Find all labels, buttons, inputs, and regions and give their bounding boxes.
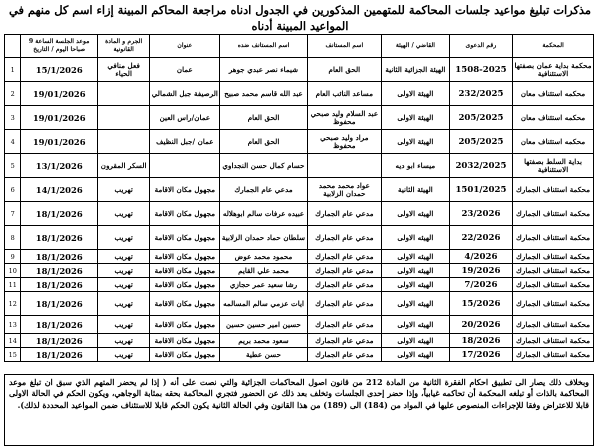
header-address: عنوان [150, 35, 220, 58]
table-row [5, 316, 594, 334]
cell-address: مجهول مكان الاقامة [150, 316, 220, 334]
cell-judge: الهيئه الاولى [382, 292, 450, 316]
cell-judge: الهيئه الاولى [382, 264, 450, 278]
cell-case-no: 1501/2025 [449, 178, 512, 202]
header-date: موعد الجلسة الساعة 9 صباحا اليوم / التاريخ [21, 35, 97, 58]
cell-address: عمان /جبل النظيف [150, 130, 220, 154]
cell-crime [97, 130, 149, 154]
cell-judge: الهيئه الاولى [382, 334, 450, 348]
cell-address: عمان [150, 58, 220, 82]
table-header-row [5, 35, 594, 58]
cell-plaintiff: مدعي عام الجمارك [307, 226, 381, 250]
cell-crime: تهريب [97, 250, 149, 264]
cell-plaintiff: مدعي عام الجمارك [307, 202, 381, 226]
cell-crime: تهريب [97, 226, 149, 250]
cell-court: محكمة استئناف الجمارك [513, 348, 594, 362]
cell-crime: تهريب [97, 202, 149, 226]
cell-address: مجهول مكان الاقامة [150, 202, 220, 226]
cell-judge: الهيئة الاولى [382, 130, 450, 154]
cell-plaintiff: عبد السلام وليد صبحي محفوظ [307, 106, 381, 130]
cell-plaintiff: عواد محمد محمد حمدان الزلابية [307, 178, 381, 202]
cell-case-no: 7/2026 [449, 278, 512, 292]
cell-crime: تهريب [97, 334, 149, 348]
cell-crime: تهريب [97, 264, 149, 278]
cell-defendant: سلطان حماد حمدان الزلابية [220, 226, 307, 250]
cell-date: 19/01/2026 [21, 106, 97, 130]
table-row [5, 178, 594, 202]
cell-defendant: محمد علي القايم [220, 264, 307, 278]
cell-judge: الهيئه الاولى [382, 202, 450, 226]
cell-address: مجهول مكان الاقامة [150, 250, 220, 264]
cell-defendant: شيماء نصر عبدي جوهر [220, 58, 307, 82]
cell-defendant: سعود محمد بريم [220, 334, 307, 348]
cell-plaintiff: مراد وليد صبحي محفوظ [307, 130, 381, 154]
cell-case-no: 20/2026 [449, 316, 512, 334]
cell-plaintiff: مدعي عام الجمارك [307, 292, 381, 316]
cell-plaintiff: مساعد النائب العام [307, 82, 381, 106]
cell-judge: الهيئه الاولى [382, 250, 450, 264]
cell-defendant: حسين امير حسين حسين [220, 316, 307, 334]
cell-date: 19/01/2026 [21, 82, 97, 106]
cell-date: 18/1/2026 [21, 292, 97, 316]
header-defendant: اسم المستانف ضده [220, 35, 307, 58]
cell-seq: 13 [5, 316, 21, 334]
cell-crime: تهريب [97, 178, 149, 202]
cell-plaintiff: مدعي عام الجمارك [307, 334, 381, 348]
cell-address: مجهول مكان الاقامة [150, 278, 220, 292]
header-crime: الجرم و المادة القانونية [97, 35, 149, 58]
cell-court: بداية السلط بصفتها الاستئنافية [513, 154, 594, 178]
cell-crime: فعل منافي الحياء [97, 58, 149, 82]
cell-date: 18/1/2026 [21, 334, 97, 348]
table-row [5, 130, 594, 154]
table-row [5, 106, 594, 130]
cell-address: مجهول مكان الاقامة [150, 348, 220, 362]
table-row [5, 82, 594, 106]
cell-judge: الهيئه الاولى [382, 278, 450, 292]
cell-crime: تهريب [97, 292, 149, 316]
cell-address: مجهول مكان الاقامة [150, 292, 220, 316]
cell-crime: تهريب [97, 316, 149, 334]
cell-case-no: 1508-2025 [449, 58, 512, 82]
table-row [5, 334, 594, 348]
cell-judge: الهيئة الاولى [382, 106, 450, 130]
cell-case-no: 22/2026 [449, 226, 512, 250]
cell-case-no: 205/2025 [449, 106, 512, 130]
cell-court: محكمة استئناف الجمارك [513, 264, 594, 278]
table-row [5, 202, 594, 226]
cell-seq: 10 [5, 264, 21, 278]
cell-court: محكمة استئناف الجمارك [513, 226, 594, 250]
cell-case-no: 15/2026 [449, 292, 512, 316]
page-title: مذكرات تبليغ مواعيد جلسات المحاكمة للمتهمين المذكورين في الجدول ادناه مراجعة المحاكم المبينة إزاء اسم كل منهم في المواعيد المبينة أدناه [9, 3, 591, 33]
header-seq [5, 35, 21, 58]
cell-defendant: حسام كمال حسن النجداوي [220, 154, 307, 178]
cell-court: محكمه استئناف معان [513, 82, 594, 106]
cell-date: 15/1/2026 [21, 58, 97, 82]
cell-seq: 7 [5, 202, 21, 226]
cell-address: عمان/راس العين [150, 106, 220, 130]
cell-court: محكمة استئناف الجمارك [513, 250, 594, 264]
cell-judge: الهيئه الاولى [382, 226, 450, 250]
cell-plaintiff: مدعي عام الجمارك [307, 264, 381, 278]
hearings-table [4, 34, 594, 362]
cell-court: محكمة استئناف الجمارك [513, 292, 594, 316]
cell-court: محكمة استئناف الجمارك [513, 278, 594, 292]
cell-seq: 8 [5, 226, 21, 250]
cell-seq: 6 [5, 178, 21, 202]
table-row [5, 154, 594, 178]
cell-defendant: عبيده عرفات سالم ابوهلاله [220, 202, 307, 226]
cell-case-no: 2032/2025 [449, 154, 512, 178]
cell-crime [97, 82, 149, 106]
cell-plaintiff: مدعي عام الجمارك [307, 250, 381, 264]
cell-plaintiff: الحق العام [307, 58, 381, 82]
cell-address: مجهول مكان الاقامة [150, 178, 220, 202]
cell-court: محكمة استئناف الجمارك [513, 202, 594, 226]
cell-crime: تهريب [97, 278, 149, 292]
cell-court: محكمه استئناف معان [513, 106, 594, 130]
cell-judge: الهيئة الاولى [382, 82, 450, 106]
table-row [5, 58, 594, 82]
cell-case-no: 17/2026 [449, 348, 512, 362]
cell-date: 18/1/2026 [21, 250, 97, 264]
table-row [5, 264, 594, 278]
cell-seq: 5 [5, 154, 21, 178]
header-judge: القاضي / الهيئة [382, 35, 450, 58]
cell-crime [97, 106, 149, 130]
table-row [5, 250, 594, 264]
cell-seq: 14 [5, 334, 21, 348]
cell-plaintiff: مدعي عام الجمارك [307, 316, 381, 334]
cell-crime: السكر المقرون [97, 154, 149, 178]
cell-case-no: 18/2026 [449, 334, 512, 348]
cell-address: مجهول مكان الاقامة [150, 334, 220, 348]
table-row [5, 292, 594, 316]
cell-defendant: الحق العام [220, 130, 307, 154]
table-row [5, 278, 594, 292]
cell-plaintiff [307, 154, 381, 178]
cell-court: محكمة استئناف الجمارك [513, 334, 594, 348]
cell-date: 18/1/2026 [21, 278, 97, 292]
cell-defendant: محمود محمد عوض [220, 250, 307, 264]
cell-seq: 9 [5, 250, 21, 264]
cell-judge: ميساء ابو ديه [382, 154, 450, 178]
cell-seq: 15 [5, 348, 21, 362]
cell-date: 13/1/2026 [21, 154, 97, 178]
cell-case-no: 4/2026 [449, 250, 512, 264]
table-row [5, 226, 594, 250]
cell-seq: 11 [5, 278, 21, 292]
cell-seq: 3 [5, 106, 21, 130]
cell-plaintiff: مدعي عام الجمارك [307, 348, 381, 362]
cell-court: محكمة استئناف الجمارك [513, 316, 594, 334]
cell-judge: الهيئه الاولى [382, 348, 450, 362]
cell-address: الرصيفة جبل الشمالي [150, 82, 220, 106]
cell-date: 14/1/2026 [21, 178, 97, 202]
cell-address [150, 154, 220, 178]
cell-date: 19/01/2026 [21, 130, 97, 154]
cell-date: 18/1/2026 [21, 202, 97, 226]
cell-case-no: 19/2026 [449, 264, 512, 278]
cell-plaintiff: مدعي عام الجمارك [307, 278, 381, 292]
cell-defendant: الحق العام [220, 106, 307, 130]
cell-judge: الهيئة الجزائية الثانية [382, 58, 450, 82]
cell-date: 18/1/2026 [21, 226, 97, 250]
cell-seq: 4 [5, 130, 21, 154]
cell-court: محكمة بداية عمان بصفتها الاستئنافية [513, 58, 594, 82]
cell-case-no: 23/2026 [449, 202, 512, 226]
table-row [5, 348, 594, 362]
cell-defendant: رشا سعيد عمر حجازي [220, 278, 307, 292]
cell-seq: 2 [5, 82, 21, 106]
cell-case-no: 205/2025 [449, 130, 512, 154]
cell-defendant: عبد الله قاسم محمد صبيح [220, 82, 307, 106]
cell-date: 18/1/2026 [21, 348, 97, 362]
cell-defendant: حسن عطية [220, 348, 307, 362]
cell-defendant: ايات عزمي سالم المسالمه [220, 292, 307, 316]
cell-judge: الهيئة الثانية [382, 178, 450, 202]
cell-court: محكمة استئناف الجمارك [513, 178, 594, 202]
legal-note: وبخلاف ذلك يصار الى تطبيق احكام الفقرة الثانية من المادة 212 من قانون اصول المحاكمات الجزائية والتي نصت على أنه ( إذا لم يحضر المتهم الذي سبق ان تبلغ موعد المحاكمة بالذات أو تبلغه المحكمة أن تحاكمه غيابياً، وإذا حضر إحدى الجلسات وتخلف بعد ذلك عن الحضور فتجري المحاكمة بحقه بمثابة الوجاهي، ويكون الحكم في الحالة الاولى قابلا للاعتراض وفقا للإجراءات المنصوص عليها في المواد من (184) الى (189) من هذا القانون وفي الحالة الثانية يكون الحكم قابلا للاستئناف ضمن المواعيد المحددة لذلك). [4, 374, 594, 446]
cell-case-no: 232/2025 [449, 82, 512, 106]
header-case-no: رقم الدعوى [449, 35, 512, 58]
cell-judge: الهيئه الاولى [382, 316, 450, 334]
cell-defendant: مدعي عام الجمارك [220, 178, 307, 202]
header-court: المحكمة [513, 35, 594, 58]
cell-court: محكمه استئناف معان [513, 130, 594, 154]
cell-date: 18/1/2026 [21, 316, 97, 334]
cell-seq: 1 [5, 58, 21, 82]
cell-date: 18/1/2026 [21, 264, 97, 278]
cell-seq: 12 [5, 292, 21, 316]
cell-address: مجهول مكان الاقامة [150, 226, 220, 250]
cell-crime: تهريب [97, 348, 149, 362]
header-plaintiff: اسم المستانف [307, 35, 381, 58]
cell-address: مجهول مكان الاقامة [150, 264, 220, 278]
